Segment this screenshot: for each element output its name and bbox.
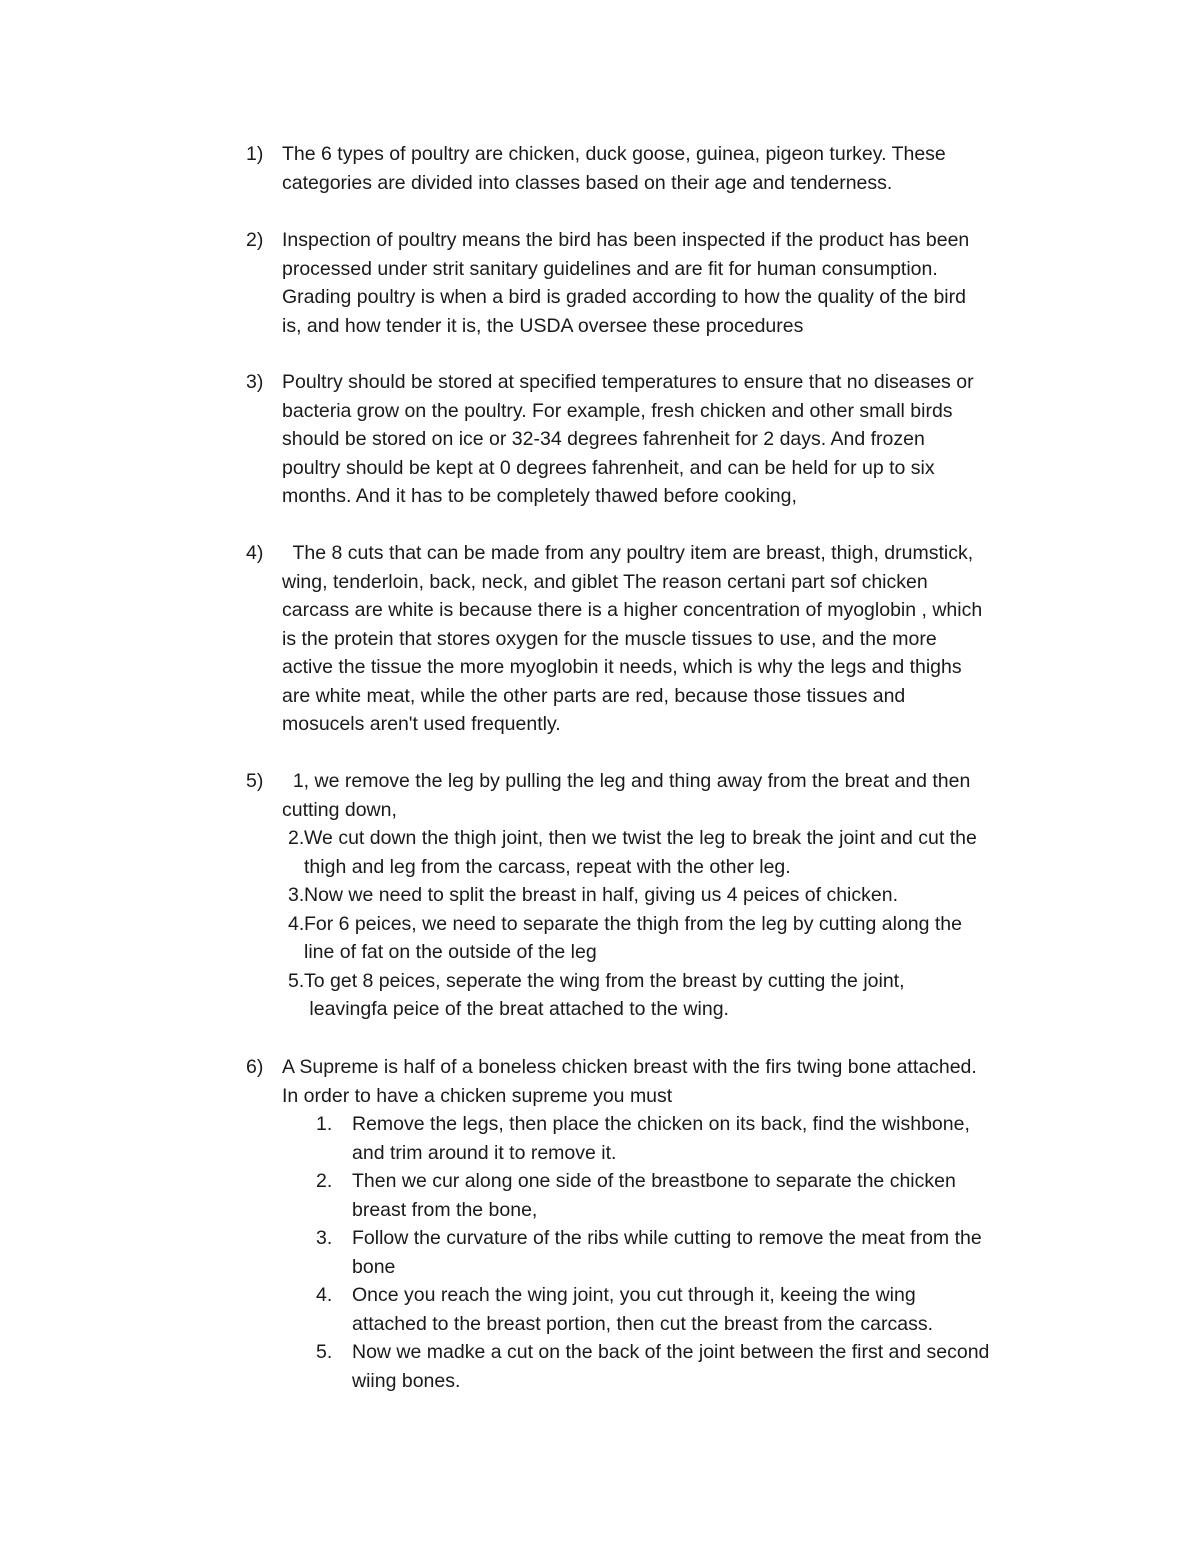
step-text-line: Remove the legs, then place the chicken on its back, find the wishbone, <box>352 1113 970 1135</box>
text-line: active the tissue the more myoglobin it needs, which is why the legs and thighs <box>282 656 962 678</box>
text-line: is, and how tender it is, the USDA oversee these procedures <box>282 314 804 337</box>
item-number: 6) <box>246 1056 264 1078</box>
step-continuation <box>282 1310 1072 1339</box>
step-text-line: For 6 peices, we need to separate the thigh from the leg by cutting along the <box>304 912 962 935</box>
step-text-line: thigh and leg from the carcass, repeat with the other leg. <box>304 855 791 878</box>
step-text-line: breast from the bone, <box>352 1198 538 1221</box>
step-continuation <box>282 1253 1072 1282</box>
step-number: 3. <box>316 1227 333 1249</box>
step-number: 2. <box>316 1170 333 1192</box>
step-number: 5. <box>316 1341 333 1363</box>
item-number: 3) <box>246 371 264 393</box>
item-body <box>282 1053 1072 1395</box>
text-line: months. And it has to be completely thawed before cooking, <box>282 485 797 507</box>
text-line: cutting down, <box>282 798 397 821</box>
text-line: 1, we remove the leg by pulling the leg and thing away from the breat and then <box>282 770 971 792</box>
item-body <box>282 226 1072 340</box>
text-line: processed under strit sanitary guidelines and are fit for human consumption. <box>282 257 938 280</box>
item-number: 2) <box>246 229 264 251</box>
step-text-line: We cut down the thigh joint, then we twist the leg to break the joint and cut the <box>304 827 977 849</box>
step-item <box>282 1167 1072 1196</box>
item-body <box>282 140 1072 197</box>
step-item <box>288 824 1072 853</box>
text-line: wing, tenderloin, back, neck, and giblet The reason certani part sof chicken <box>282 570 928 593</box>
step-continuation <box>288 995 1072 1024</box>
step-number: 4. <box>316 1284 333 1306</box>
text-line: categories are divided into classes based on their age and tenderness. <box>282 171 893 194</box>
text-line: In order to have a chicken supreme you must <box>282 1084 673 1107</box>
step-text-line: Follow the curvature of the ribs while cutting to remove the meat from the <box>352 1227 982 1249</box>
step-text-line: leavingfa peice of the breat attached to the wing. <box>304 998 729 1020</box>
item-body <box>282 767 1072 1024</box>
text-line: carcass are white is because there is a higher concentration of myoglobin , which <box>282 599 983 621</box>
text-line: The 8 cuts that can be made from any poultry item are breast, thigh, drumstick, <box>282 542 974 564</box>
step-number: 1. <box>316 1113 333 1135</box>
text-line: should be stored on ice or 32-34 degrees fahrenheit for 2 days. And frozen <box>282 428 925 450</box>
step-text-line: wiing bones. <box>352 1369 461 1392</box>
step-text-line: line of fat on the outside of the leg <box>304 941 597 963</box>
step-number: 2. <box>288 827 305 849</box>
step-continuation <box>282 1367 1072 1396</box>
step-item <box>282 1224 1072 1253</box>
text-line: mosucels aren't used frequently. <box>282 713 561 735</box>
step-text-line: attached to the breast portion, then cut the breast from the carcass. <box>352 1312 933 1335</box>
text-line: are white meat, while the other parts are red, because those tissues and <box>282 684 906 707</box>
step-text-line: Once you reach the wing joint, you cut through it, keeing the wing <box>352 1284 916 1306</box>
step-item <box>288 910 1072 939</box>
step-text-line: Then we cur along one side of the breastbone to separate the chicken <box>352 1170 956 1192</box>
text-line: A Supreme is half of a boneless chicken breast with the firs twing bone attached. <box>282 1056 977 1078</box>
step-item <box>288 967 1072 996</box>
step-continuation <box>282 1139 1072 1168</box>
item-number: 5) <box>246 770 264 792</box>
step-number: 3. <box>288 884 305 906</box>
step-text-line: Now we madke a cut on the back of the joint between the first and second <box>352 1341 990 1363</box>
step-text-line: To get 8 peices, seperate the wing from the breast by cutting the joint, <box>304 969 905 992</box>
step-continuation <box>288 853 1072 882</box>
text-line: bacteria grow on the poultry. For example, fresh chicken and other small birds <box>282 399 953 422</box>
text-line: Poultry should be stored at specified temperatures to ensure that no diseases or <box>282 371 974 393</box>
item-body <box>282 368 1072 511</box>
item-body <box>282 539 1072 739</box>
step-text-line: and trim around it to remove it. <box>352 1141 617 1164</box>
step-number: 5. <box>288 969 305 992</box>
step-continuation <box>282 1196 1072 1225</box>
step-item <box>282 1338 1072 1367</box>
step-item <box>282 1110 1072 1139</box>
text-line: poultry should be kept at 0 degrees fahrenheit, and can be held for up to six <box>282 456 935 479</box>
item-number: 1) <box>246 143 264 165</box>
text-line: Inspection of poultry means the bird has been inspected if the product has been <box>282 229 970 251</box>
step-item <box>282 1281 1072 1310</box>
item-number: 4) <box>246 542 264 564</box>
step-text-line: Now we need to split the breast in half, giving us 4 peices of chicken. <box>304 884 898 906</box>
step-continuation <box>288 938 1072 967</box>
step-text-line: bone <box>352 1255 396 1278</box>
step-number: 4. <box>288 912 305 935</box>
text-line: Grading poultry is when a bird is graded according to how the quality of the bird <box>282 286 966 308</box>
text-line: The 6 types of poultry are chicken, duck goose, guinea, pigeon turkey. These <box>282 143 946 165</box>
step-item <box>288 881 1072 910</box>
text-line: is the protein that stores oxygen for the muscle tissues to use, and the more <box>282 627 937 650</box>
